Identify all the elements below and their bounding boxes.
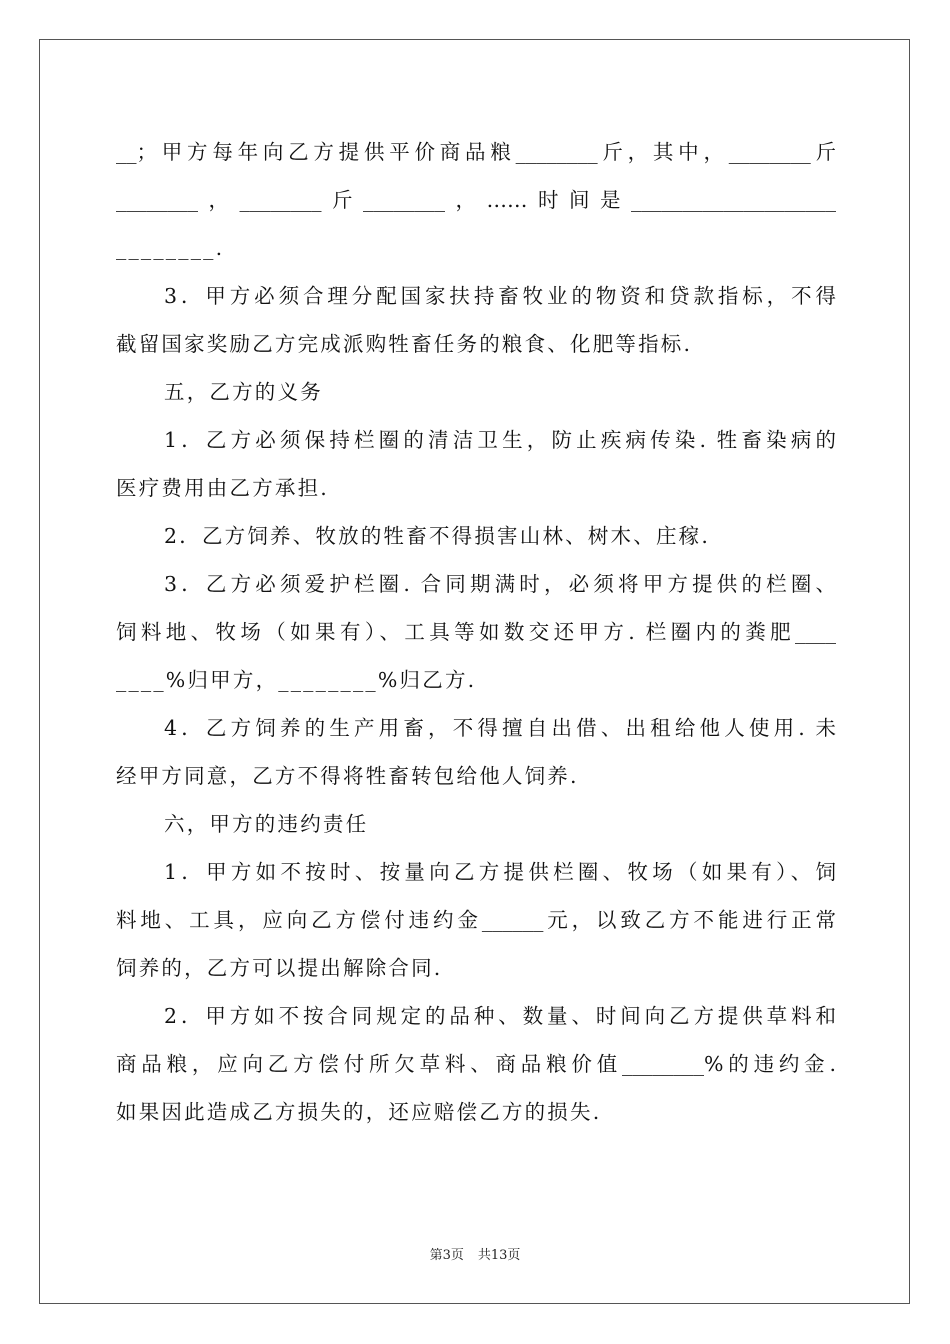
- paragraph-line: 3．甲方必须合理分配国家扶持畜牧业的物资和贷款指标，不得: [164, 284, 836, 308]
- section-heading: 五，乙方的义务: [164, 380, 323, 404]
- page-total: 共13页: [477, 1248, 521, 1263]
- paragraph-line: __；甲方每年向乙方提供平价商品粮________斤，其中，________斤: [116, 140, 836, 164]
- page-number: 第3页: [429, 1248, 464, 1263]
- paragraph-line: 商品粮，应向乙方偿付所欠草料、商品粮价值________%的违约金.: [116, 1052, 836, 1076]
- document-body: [116, 128, 836, 1136]
- paragraph-line: 2．甲方如不按合同规定的品种、数量、时间向乙方提供草料和: [164, 1004, 836, 1028]
- paragraph-line: 3．乙方必须爱护栏圈. 合同期满时，必须将甲方提供的栏圈、: [164, 572, 836, 596]
- paragraph-line: 2．乙方饲养、牧放的牲畜不得损害山林、树木、庄稼.: [164, 524, 711, 548]
- paragraph-line: 1．甲方如不按时、按量向乙方提供栏圈、牧场（如果有）、饲: [164, 860, 836, 884]
- paragraph-line: ________，________斤________，……时间是____________________: [116, 188, 836, 212]
- paragraph-line: 1．乙方必须保持栏圈的清洁卫生，防止疾病传染. 牲畜染病的: [164, 428, 836, 452]
- paragraph-line: 医疗费用由乙方承担.: [116, 476, 330, 500]
- paragraph-line: ____%归甲方，________%归乙方.: [116, 668, 477, 692]
- paragraph-line: 饲养的，乙方可以提出解除合同.: [116, 956, 443, 980]
- paragraph-line: 饲料地、牧场（如果有）、工具等如数交还甲方. 栏圈内的粪肥____: [116, 620, 836, 644]
- paragraph-line: 截留国家奖励乙方完成派购牲畜任务的粮食、化肥等指标.: [116, 332, 693, 356]
- paragraph-line: 4．乙方饲养的生产用畜，不得擅自出借、出租给他人使用. 未: [164, 716, 836, 740]
- paragraph-line: 如果因此造成乙方损失的，还应赔偿乙方的损失.: [116, 1100, 602, 1124]
- paragraph-line: ________.: [116, 236, 225, 260]
- section-heading: 六，甲方的违约责任: [164, 812, 369, 836]
- page-footer: [0, 1244, 950, 1263]
- paragraph-line: 经甲方同意，乙方不得将牲畜转包给他人饲养.: [116, 764, 579, 788]
- paragraph-line: 料地、工具，应向乙方偿付违约金______元，以致乙方不能进行正常: [116, 908, 836, 932]
